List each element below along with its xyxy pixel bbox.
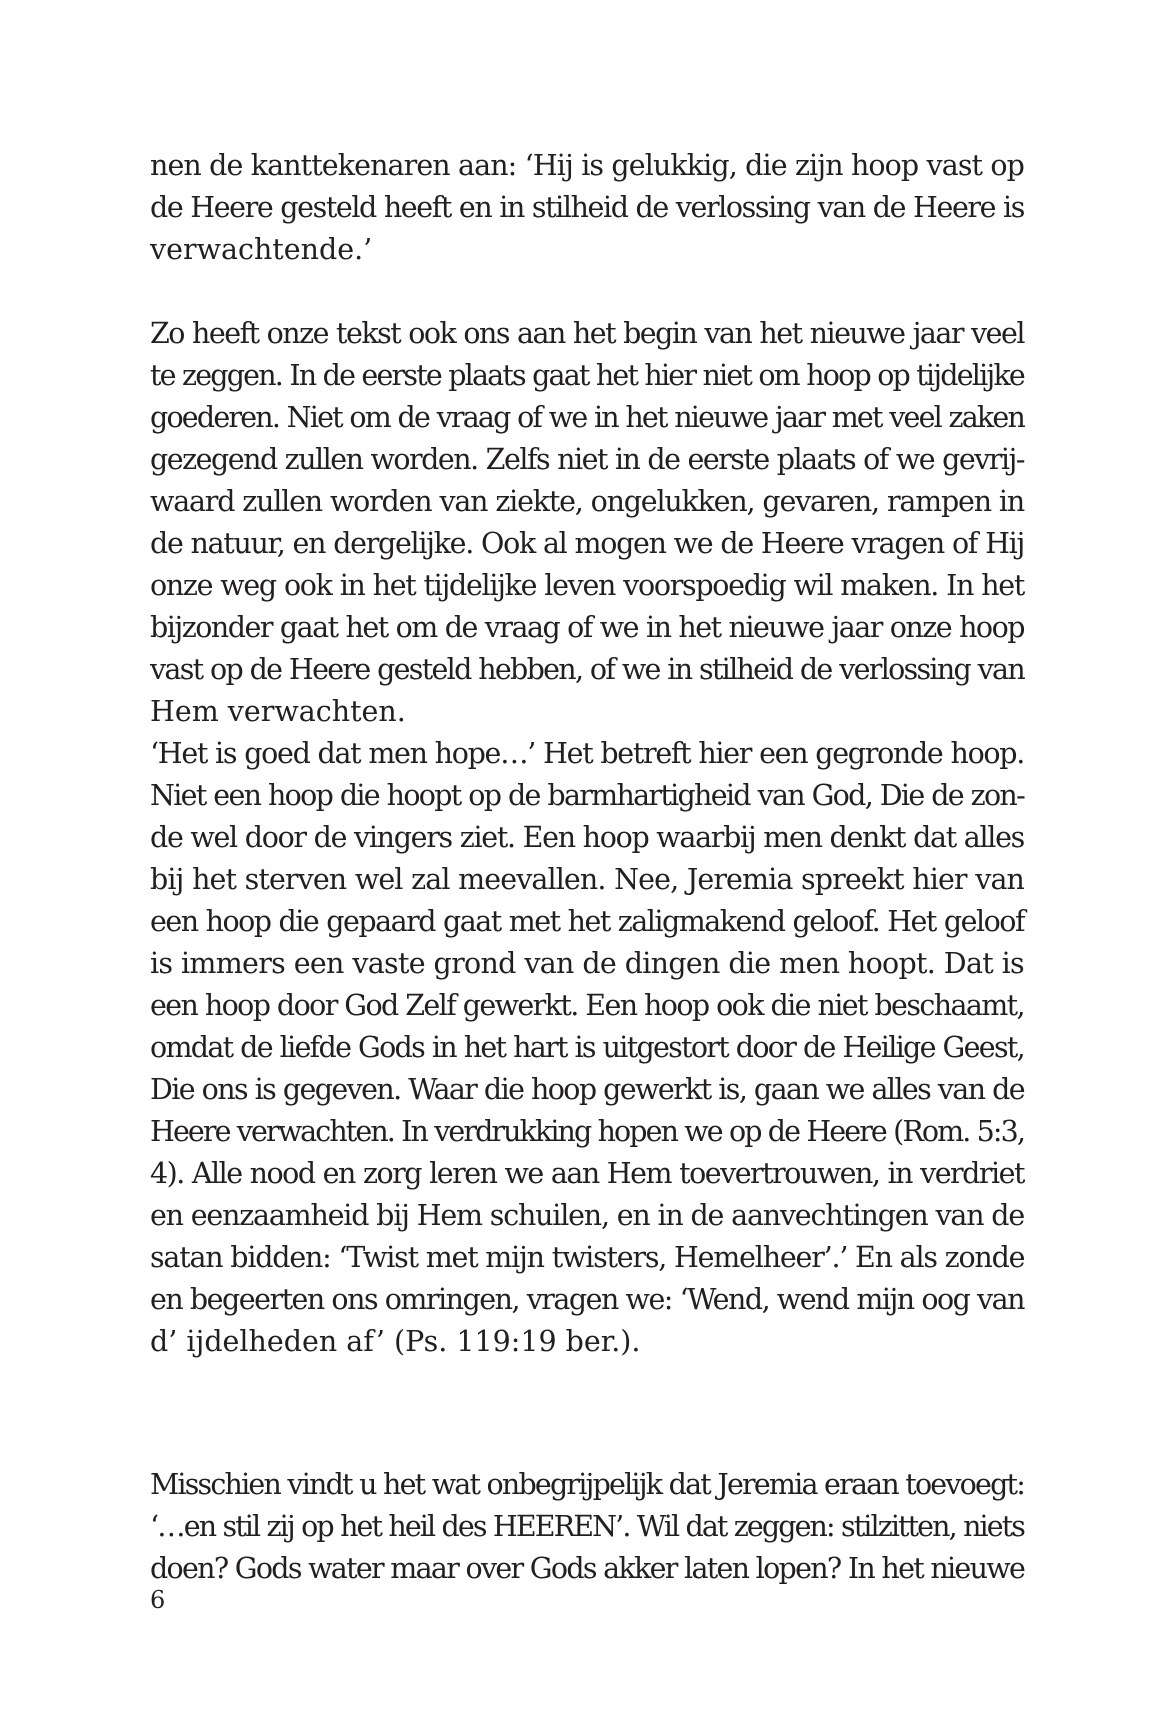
text-line: een hoop door God Zelf gewerkt. Een hoop ook die niet beschaamt, [150, 989, 1024, 1022]
text-line: Misschien vindt u het wat onbegrijpelijk dat Jeremia eraan toevoegt: [150, 1468, 1024, 1501]
text-line: bij het sterven wel zal meevallen. Nee, Jeremia spreekt hier van [150, 863, 1024, 896]
text-line: Heere verwachten. In verdrukking hopen we op de Heere (Rom. 5:3, [150, 1115, 1024, 1148]
text-line: Die ons is gegeven. Waar die hoop gewerkt is, gaan we alles van de [150, 1073, 1024, 1106]
text-line: is immers een vaste grond van de dingen die men hoopt. Dat is [150, 947, 1024, 980]
text-line: Hem verwachten. [150, 695, 406, 728]
text-line: en eenzaamheid bij Hem schuilen, en in de aanvechtingen van de [150, 1199, 1024, 1232]
text-line: waard zullen worden van ziekte, ongelukken, gevaren, rampen in [150, 485, 1024, 518]
paragraph-1 [150, 145, 1024, 271]
text-line: satan bidden: ‘Twist met mijn twisters, Hemelheer’.’ En als zonde [150, 1241, 1025, 1274]
text-line: een hoop die gepaard gaat met het zaligmakend geloof. Het geloof [150, 905, 1024, 938]
text-line: de wel door de vingers ziet. Een hoop waarbij men denkt dat alles [150, 821, 1024, 854]
text-line: de natuur, en dergelijke. Ook al mogen we de Heere vragen of Hij [150, 527, 1024, 560]
text-line: verwachtende.’ [150, 233, 373, 266]
text-line: Zo heeft onze tekst ook ons aan het begin van het nieuwe jaar veel [150, 317, 1024, 350]
text-line: 4). Alle nood en zorg leren we aan Hem toevertrouwen, in verdriet [150, 1157, 1024, 1190]
text-line: doen? Gods water maar over Gods akker laten lopen? In het nieuwe [150, 1552, 1025, 1585]
text-line: onze weg ook in het tijdelijke leven voorspoedig wil maken. In het [150, 569, 1024, 602]
text-line: en begeerten ons omringen, vragen we: ‘Wend, wend mijn oog van [150, 1283, 1024, 1316]
text-line: ‘Het is goed dat men hope…’ Het betreft hier een gegronde hoop. [150, 737, 1024, 770]
paragraph-2 [150, 313, 1024, 1363]
text-line: de Heere gesteld heeft en in stilheid de verlossing van de Heere is [150, 191, 1024, 224]
page-number: 6 [150, 1586, 166, 1614]
text-line: Niet een hoop die hoopt op de barmhartigheid van God, Die de zon- [150, 779, 1024, 812]
text-line: vast op de Heere gesteld hebben, of we in stilheid de verlossing van [150, 653, 1024, 686]
text-line: bijzonder gaat het om de vraag of we in het nieuwe jaar onze hoop [150, 611, 1024, 644]
text-line: goederen. Niet om de vraag of we in het nieuwe jaar met veel zaken [150, 401, 1024, 434]
text-line: ‘…en stil zij op het heil des HEEREN’. Wil dat zeggen: stilzitten, niets [150, 1510, 1024, 1543]
paragraph-3 [150, 1464, 1024, 1590]
text-line: te zeggen. In de eerste plaats gaat het hier niet om hoop op tijdelijke [150, 359, 1024, 392]
text-line: d’ ijdelheden af’ (Ps. 119:19 ber.). [150, 1325, 641, 1358]
text-line: nen de kanttekenaren aan: ‘Hij is gelukkig, die zijn hoop vast op [150, 149, 1024, 182]
text-line: omdat de liefde Gods in het hart is uitgestort door de Heilige Geest, [150, 1031, 1024, 1064]
text-line: gezegend zullen worden. Zelfs niet in de eerste plaats of we gevrij- [150, 443, 1024, 476]
